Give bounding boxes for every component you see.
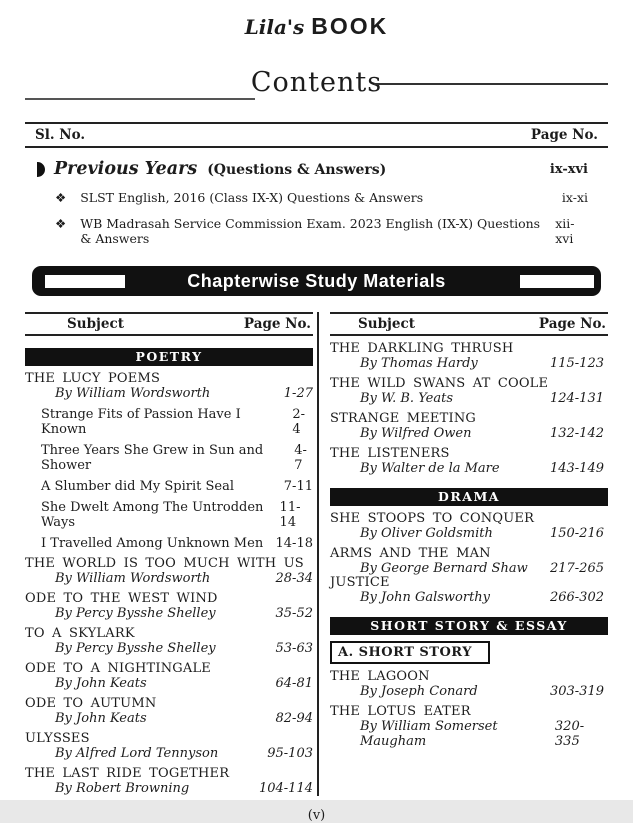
work-title: STRANGE MEETING [330, 411, 476, 426]
work-author: By Percy Bysshe Shelley [55, 641, 216, 656]
poem-sub-item [25, 407, 313, 437]
page-range: 1-27 [283, 386, 313, 401]
poem-sub-title: I Travelled Among Unknown Men [41, 536, 264, 551]
index-table-header [25, 122, 608, 148]
page-range: 217-265 [549, 561, 604, 576]
page-range: 28-34 [275, 571, 313, 586]
work-title: THE DARKLING THRUSH [330, 341, 514, 356]
page-range: 4-7 [294, 443, 307, 473]
poem-sub-title: Three Years She Grew in Sun and Shower [41, 443, 264, 473]
left-column [25, 312, 313, 796]
work-author: By William Wordsworth [55, 386, 211, 401]
work-entry [25, 697, 313, 726]
work-entry [25, 372, 313, 401]
previous-years-title: Previous Years [54, 159, 198, 179]
work-entry [25, 557, 313, 586]
work-title: ODE TO AUTUMN [25, 696, 157, 711]
work-author-row [330, 526, 608, 541]
work-entry [25, 627, 313, 656]
poem-sub-title: Strange Fits of Passion Have I Known [41, 407, 241, 437]
work-author: By George Bernard Shaw [360, 561, 528, 576]
work-author-row [25, 676, 313, 691]
index-row-text: WB Madrasah Service Commission Exam. 2023 English (IX-X) Questions & Answers [80, 216, 541, 246]
page-no-header: Page No. [538, 316, 606, 332]
work-author: By William Wordsworth [55, 571, 211, 586]
work-author-row [330, 356, 608, 371]
work-author-row [25, 711, 313, 726]
subsection-box-label: A. SHORT STORY [330, 641, 490, 664]
work-entry [25, 592, 313, 621]
index-table [25, 122, 608, 246]
right-column-header [330, 312, 608, 336]
work-entry [330, 512, 608, 541]
page-range: ix-xi [561, 190, 588, 205]
work-author: By Walter de la Mare [360, 461, 500, 476]
right-column [319, 312, 608, 796]
work-title: ODE TO A NIGHTINGALE [25, 661, 211, 676]
work-author: By John Keats [55, 676, 147, 691]
work-title: THE LAGOON [330, 669, 430, 684]
work-title: THE LAST RIDE TOGETHER [25, 766, 230, 781]
work-author: By Wilfred Owen [360, 426, 472, 441]
page-range: 7-11 [283, 479, 313, 494]
work-author: By Alfred Lord Tennyson [55, 746, 219, 761]
book-brand-word: BOOK [311, 13, 389, 39]
work-author-row [25, 571, 313, 586]
work-entry [25, 662, 313, 691]
work-author: By John Keats [55, 711, 147, 726]
index-row [55, 190, 588, 205]
index-row [55, 216, 588, 246]
half-moon-bullet-icon [37, 162, 45, 177]
subject-header: Subject [67, 316, 124, 332]
page-range: 115-123 [549, 356, 604, 371]
work-title: THE LUCY POEMS [25, 371, 161, 386]
work-title: THE WORLD IS TOO MUCH WITH US [25, 556, 304, 571]
work-author: By Robert Browning [55, 781, 190, 796]
work-author: By Joseph Conard [360, 684, 478, 699]
page-range: 64-81 [275, 676, 313, 691]
page-range: 2-4 [292, 407, 306, 437]
subsection-box-wrap [330, 641, 608, 664]
subject-header: Subject [358, 316, 415, 332]
work-entry [330, 670, 608, 699]
poem-sub-title: She Dwelt Among The Untrodden Ways [41, 500, 264, 530]
work-title: THE LOTUS EATER [330, 704, 471, 719]
work-entry [330, 547, 608, 576]
work-author: By Oliver Goldsmith [360, 526, 493, 541]
previous-years-row [37, 159, 588, 179]
contents-rule-left [25, 98, 255, 100]
sl-no-header: Sl. No. [35, 127, 86, 143]
page-range: 266-302 [549, 590, 604, 605]
book-brand-script: Lila's [244, 15, 305, 39]
work-entry [330, 576, 608, 605]
work-title: THE LISTENERS [330, 446, 450, 461]
chapterwise-banner [32, 266, 601, 296]
work-entry [330, 342, 608, 371]
page-range: xii-xvi [555, 216, 575, 246]
work-entry [330, 705, 608, 749]
section-banner: POETRY [25, 348, 313, 366]
work-title: TO A SKYLARK [25, 626, 135, 641]
contents-heading [0, 67, 633, 103]
work-entry [25, 767, 313, 796]
two-column-listing [25, 312, 608, 796]
poem-sub-item [25, 500, 313, 530]
work-author: By W. B. Yeats [360, 391, 453, 406]
work-entry [330, 447, 608, 476]
page-range: 11-14 [279, 500, 301, 530]
work-author-row [330, 561, 608, 576]
masthead [0, 0, 633, 40]
work-author-row [330, 684, 608, 699]
page-no-header: Page No. [243, 316, 311, 332]
poem-sub-title: A Slumber did My Spirit Seal [41, 479, 234, 494]
page-range: 95-103 [267, 746, 313, 761]
contents-rule-right [374, 83, 608, 85]
work-author-row [330, 461, 608, 476]
page-range: 104-114 [258, 781, 313, 796]
page-range: 124-131 [549, 391, 604, 406]
work-author: By John Galsworthy [360, 590, 491, 605]
page-title: Contents [250, 67, 383, 98]
work-entry [330, 412, 608, 441]
page-range: 150-216 [549, 526, 604, 541]
previous-years-suffix: (Questions & Answers) [207, 162, 387, 178]
work-title: SHE STOOPS TO CONQUER [330, 511, 535, 526]
page-range: 35-52 [275, 606, 313, 621]
page-no-header: Page No. [530, 127, 598, 143]
work-entry [25, 732, 313, 761]
page-range: 303-319 [549, 684, 604, 699]
work-entry [330, 377, 608, 406]
work-author-row [25, 746, 313, 761]
page-range: 143-149 [549, 461, 604, 476]
page-range: 132-142 [549, 426, 604, 441]
work-title: JUSTICE [330, 575, 390, 590]
work-author: By Percy Bysshe Shelley [55, 606, 216, 621]
section-banner: SHORT STORY & ESSAY [330, 617, 608, 635]
page-range: 14-18 [275, 536, 313, 551]
chapterwise-banner-title: Chapterwise Study Materials [187, 271, 446, 291]
work-author-row [25, 606, 313, 621]
work-title: ULYSSES [25, 731, 90, 746]
index-row-text: SLST English, 2016 (Class IX-X) Questions & Answers [80, 190, 424, 205]
work-title: ODE TO THE WEST WIND [25, 591, 218, 606]
work-author-row [330, 391, 608, 406]
diamond-bullet-icon: ❖ [55, 190, 67, 205]
work-author-row [330, 590, 608, 605]
work-author-row [330, 426, 608, 441]
work-title: THE WILD SWANS AT COOLE [330, 376, 549, 391]
folio-page-number: (v) [307, 808, 326, 823]
work-author-row [25, 641, 313, 656]
section-banner: DRAMA [330, 488, 608, 506]
work-author-row [25, 781, 313, 796]
work-author: By Thomas Hardy [360, 356, 478, 371]
left-column-header [25, 312, 313, 336]
work-author-row [330, 719, 608, 749]
work-author: By William Somerset Maugham [360, 719, 498, 749]
work-title: ARMS AND THE MAN [330, 546, 491, 561]
poem-sub-item [25, 443, 313, 473]
work-author-row [25, 386, 313, 401]
banner-right-box [520, 275, 594, 288]
poem-sub-item [25, 479, 313, 494]
diamond-bullet-icon: ❖ [55, 216, 67, 231]
page-range: 82-94 [275, 711, 313, 726]
page-range: 320-335 [554, 719, 585, 749]
page-range: 53-63 [275, 641, 313, 656]
poem-sub-item [25, 536, 313, 551]
page-range: ix-xvi [549, 161, 588, 177]
